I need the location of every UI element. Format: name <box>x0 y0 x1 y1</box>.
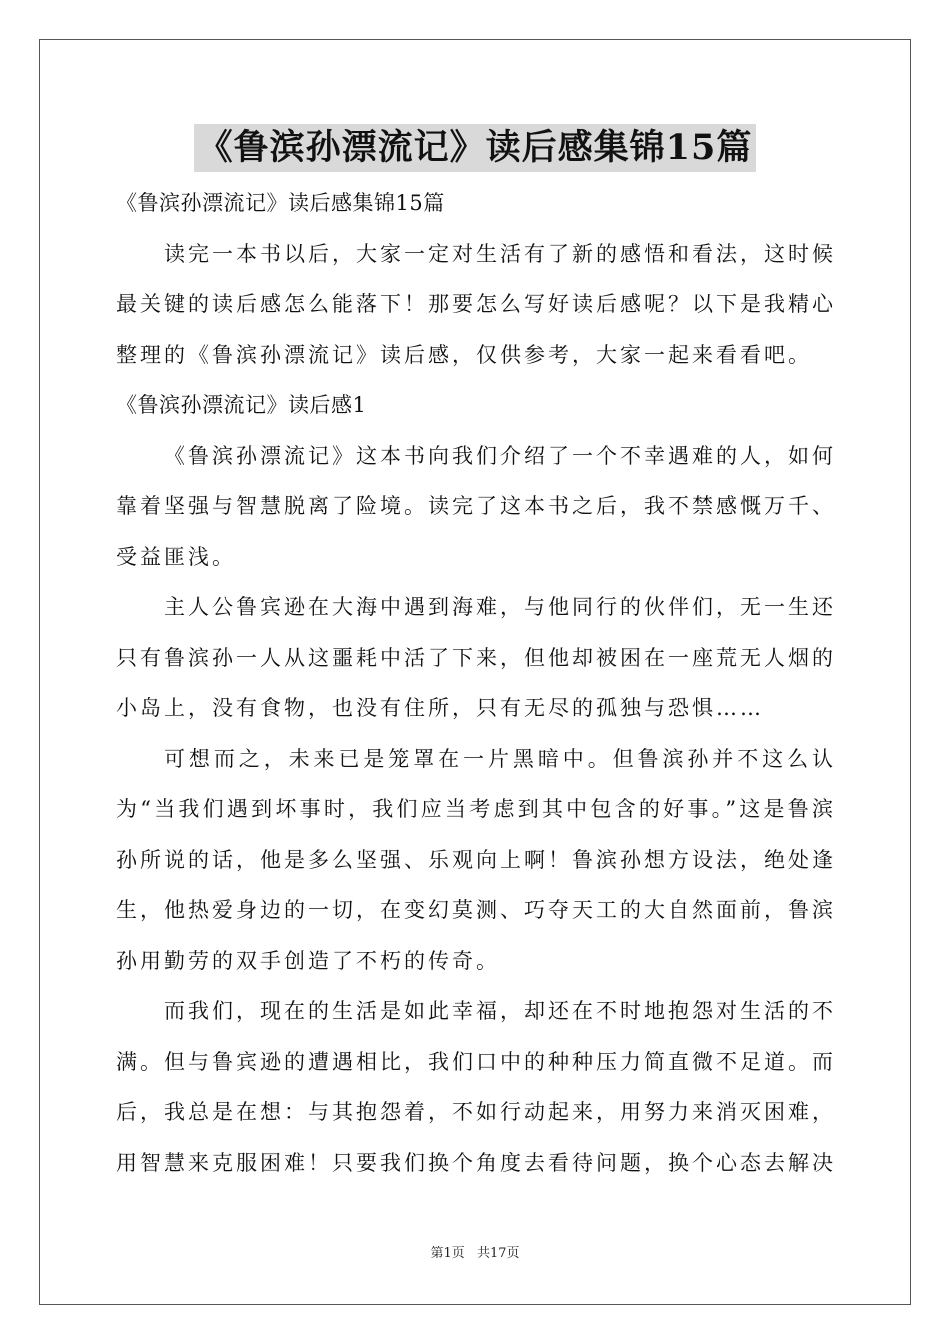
page-number: 第1页 <box>430 1246 465 1261</box>
intro-paragraph: 读完一本书以后，大家一定对生活有了新的感悟和看法，这时候最关键的读后感怎么能落下！那要怎么写好读后感呢？以下是我精心整理的《鲁滨孙漂流记》读后感，仅供参考，大家一起来看看吧。 <box>116 241 836 367</box>
section-heading: 《鲁滨孙漂流记》读后感1 <box>116 393 367 417</box>
body-paragraph: 主人公鲁宾逊在大海中遇到海难，与他同行的伙伴们，无一生还只有鲁滨孙一人从这噩耗中活了下来，但他却被困在一座荒无人烟的小岛上，没有食物，也没有住所，只有无尽的孤独与恐惧…… <box>116 595 836 720</box>
body-paragraph: 可想而之，未来已是笼罩在一片黑暗中。但鲁滨孙并不这么认为“当我们遇到坏事时，我们应当考虑到其中包含的好事。”这是鲁滨孙所说的话，他是多么坚强、乐观向上啊！鲁滨孙想方设法，绝处逢生，他热爱身边的一切，在变幻莫测、巧夺天工的大自然面前，鲁滨孙用勤劳的双手创造了不朽的传奇。 <box>116 746 836 973</box>
document-subtitle: 《鲁滨孙漂流记》读后感集锦15篇 <box>116 191 445 215</box>
page-footer <box>0 1245 950 1263</box>
title-container <box>0 124 950 172</box>
page-total: 共17页 <box>476 1246 520 1261</box>
document-title: 《鲁滨孙漂流记》读后感集锦15篇 <box>194 124 757 172</box>
body-paragraph: 而我们，现在的生活是如此幸福，却还在不时地抱怨对生活的不满。但与鲁宾逊的遭遇相比，我们口中的种种压力简直微不足道。而后，我总是在想：与其抱怨着，不如行动起来，用努力来消灭困难，用智慧来克服困难！只要我们换个角度去看待问题，换个心态去解决 <box>116 999 836 1175</box>
body-paragraph: 《鲁滨孙漂流记》这本书向我们介绍了一个不幸遇难的人，如何靠着坚强与智慧脱离了险境。读完了这本书之后，我不禁感慨万千、受益匪浅。 <box>116 443 836 569</box>
document-body <box>116 178 836 1188</box>
